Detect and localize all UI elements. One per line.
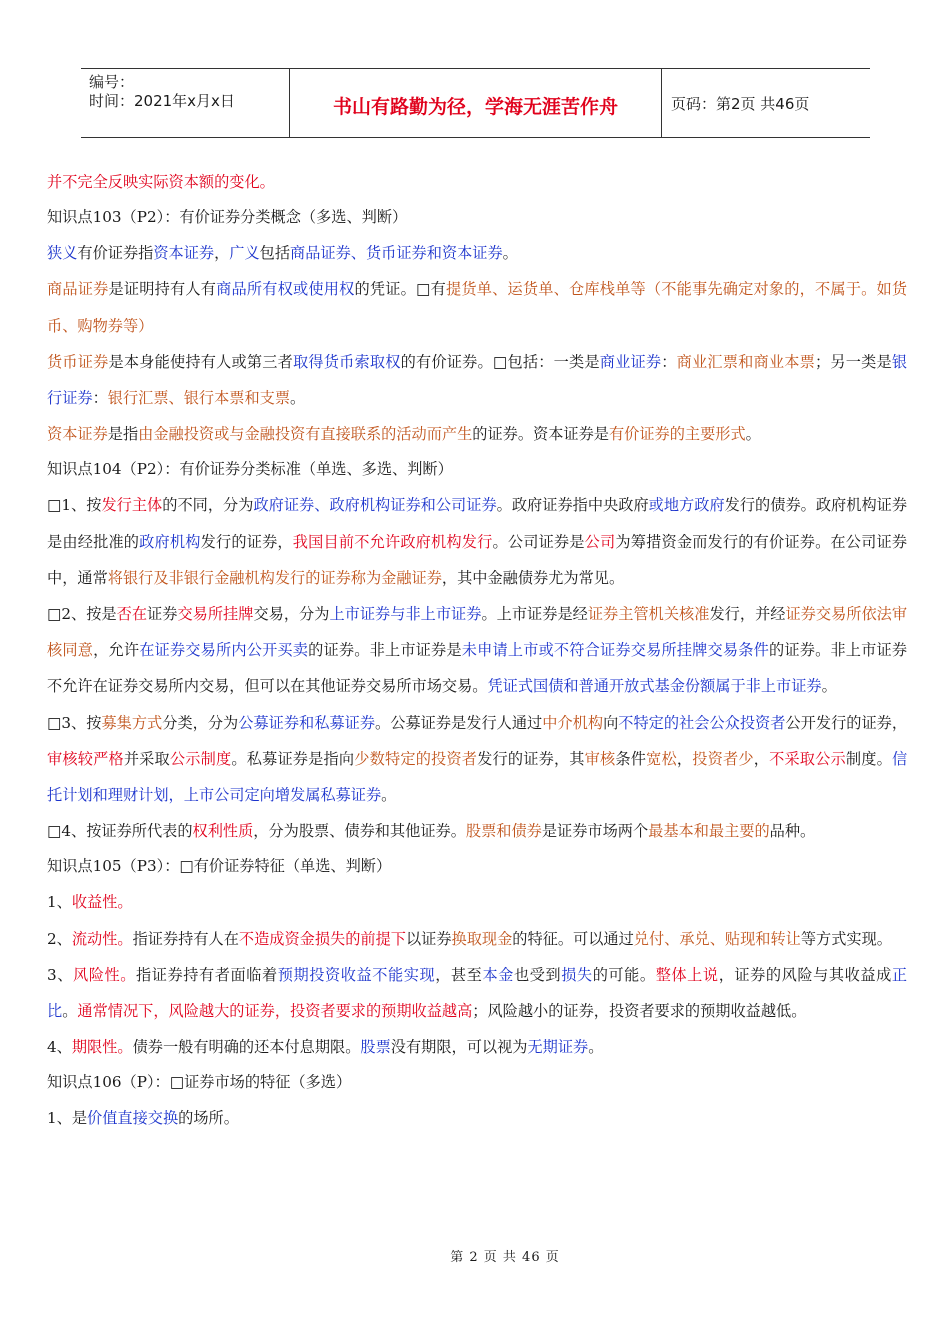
text-segment: ：: [92, 389, 108, 408]
text-segment: 条件: [615, 749, 647, 768]
text-segment: 的不同，分为: [162, 496, 254, 515]
text-segment: 的证券。资本证券是: [472, 425, 609, 444]
time-label: 时间：2021年x月x日: [89, 92, 235, 110]
text-segment: 知识点103（P2）：有价证券分类概念（多选、判断）: [47, 208, 408, 227]
text-segment: 。政府证券指中央政府: [496, 496, 649, 515]
text-segment: 知识点104（P2）：有价证券分类标准（单选、多选、判断）: [47, 460, 453, 479]
text-segment: 向: [603, 713, 619, 732]
text-segment: ，证券的风险与其收益成: [718, 965, 892, 984]
text-segment: 少数特定的投资者: [354, 749, 478, 768]
text-segment: 。公募证券是发行人通过: [375, 713, 543, 732]
text-segment: 最基本和最主要的: [648, 822, 770, 841]
text-segment: 并采取: [123, 749, 170, 768]
text-segment: ；风险越小的证券，投资者要求的预期收益越低。: [472, 1002, 807, 1021]
paragraph: [47, 416, 907, 452]
paragraph: [47, 884, 907, 920]
text-segment: 交易，分为: [253, 605, 330, 624]
text-segment: 是指: [107, 425, 139, 444]
text-segment: 政府证券、政府机构证券和公司证券: [253, 496, 497, 515]
text-segment: 债券一般有明确的还本付息期限。: [132, 1038, 361, 1057]
text-segment: 是本身能使持有人或第三者: [108, 352, 294, 371]
text-segment: 股票和债券: [465, 822, 542, 841]
text-segment: 我国目前不允许政府机构发行: [292, 532, 493, 551]
text-segment: 风险性。: [72, 965, 136, 984]
page-footer: 第 2 页 共 46 页: [450, 1250, 560, 1265]
text-segment: 制度。: [845, 749, 892, 768]
text-segment: 上市证券与非上市证券: [329, 605, 482, 624]
text-segment: □3、按: [47, 713, 102, 732]
text-segment: ，其中金融债券尤为常见。: [441, 568, 625, 587]
text-segment: □2、按是: [47, 605, 117, 624]
paragraph: [47, 344, 907, 416]
text-segment: 中介机构: [542, 713, 604, 732]
text-segment: ，分为股票、债券和其他证券。: [253, 822, 466, 841]
text-segment: 股票: [360, 1038, 391, 1057]
text-segment: 正比: [47, 965, 908, 1021]
text-segment: 是证券市场两个: [541, 822, 649, 841]
number-label: 编号：: [89, 73, 135, 91]
text-segment: 等方式实现。: [800, 929, 892, 948]
text-segment: 指证券持有者面临着: [135, 965, 278, 984]
text-segment: 。: [745, 425, 761, 444]
text-segment: 以证券: [405, 929, 452, 948]
text-segment: 宽松: [646, 749, 677, 768]
text-segment: 银行证券: [47, 352, 908, 408]
text-segment: 。: [821, 677, 837, 696]
text-segment: 发行的证券，其: [477, 749, 585, 768]
text-segment: 期限性。: [71, 1038, 133, 1057]
text-segment: 。上市证券是经: [481, 605, 588, 624]
text-segment: 的可能。: [592, 965, 656, 984]
text-segment: 的有价证券。□包括：一类是: [400, 352, 600, 371]
text-segment: ；另一类是: [815, 352, 892, 371]
text-segment: 银行汇票、银行本票和支票: [107, 389, 290, 408]
text-segment: 4、: [47, 1038, 72, 1057]
text-segment: 。: [290, 389, 306, 408]
text-segment: 3、: [47, 965, 73, 984]
text-segment: 。: [502, 244, 518, 263]
text-segment: 知识点106（P）：□证券市场的特征（多选）: [47, 1073, 352, 1092]
paragraph: [47, 705, 907, 814]
text-segment: 不采取公示: [769, 749, 846, 768]
text-segment: □4、按证券所代表的: [47, 822, 193, 841]
text-segment: ，: [214, 244, 230, 263]
text-segment: 发行主体: [101, 496, 163, 515]
text-segment: 。: [62, 1002, 78, 1021]
text-segment: 投资者少: [692, 749, 754, 768]
paragraph: [47, 849, 907, 884]
text-segment: 政府机构: [139, 532, 201, 551]
paragraph: [47, 235, 907, 271]
text-segment: 不特定的社会公众投资者: [618, 713, 786, 732]
paragraph: [47, 596, 907, 705]
paragraph: [47, 200, 907, 235]
text-segment: 商业汇票和商业本票: [676, 352, 816, 371]
text-segment: 公募证券和私募证券: [238, 713, 376, 732]
text-segment: 在证券交易所内公开买卖: [139, 641, 309, 660]
text-segment: 否在: [116, 605, 148, 624]
text-segment: ，: [676, 749, 693, 768]
text-segment: 知识点105（P3）：□有价证券特征（单选、判断）: [47, 857, 392, 876]
text-segment: 取得货币索取权: [293, 352, 401, 371]
header-meta: [81, 69, 290, 137]
text-segment: 预期投资收益不能实现: [277, 965, 436, 984]
text-segment: 有价证券的主要形式: [608, 425, 746, 444]
header-motto: 书山有路勤为径，学海无涯苦作舟: [290, 69, 662, 137]
text-segment: 信托计划和理财计划，上市公司定向增发属私募证券: [47, 749, 908, 805]
text-segment: 通常情况下，风险越大的证券，投资者要求的预期收益越高: [77, 1002, 473, 1021]
text-segment: 审核较严格: [47, 749, 124, 768]
text-segment: 的证券。非上市证券不允许在证券交易所内交易，但可以在其他证券交易所市场交易。: [47, 641, 908, 696]
text-segment: 品种。: [769, 822, 816, 841]
text-segment: ，甚至: [435, 965, 483, 984]
text-segment: 证券: [147, 605, 178, 624]
text-segment: 兑付、承兑、贴现和转让: [633, 929, 801, 948]
text-segment: 换取现金: [451, 929, 513, 948]
text-segment: 。公司证券是: [492, 532, 585, 551]
text-segment: 并不完全反映实际资本额的变化。: [47, 173, 275, 191]
text-segment: 指证券持有人在: [132, 929, 239, 948]
paragraph: [47, 957, 907, 1029]
text-segment: 损失: [561, 965, 593, 984]
text-segment: 2、: [47, 929, 72, 948]
text-segment: 整体上说: [655, 965, 719, 984]
paragraph: [47, 487, 907, 596]
text-segment: 收益性。: [71, 893, 133, 912]
text-segment: 或地方政府: [648, 496, 725, 515]
text-segment: 无期证券: [527, 1038, 589, 1057]
text-segment: 分类，分为: [162, 713, 239, 732]
text-segment: ，: [753, 749, 770, 768]
text-segment: 商品证券、货币证券和资本证券: [290, 244, 503, 263]
text-segment: 包括: [259, 244, 290, 263]
text-segment: 由金融投资或与金融投资有直接联系的活动而产生: [138, 425, 473, 444]
header-page-label: 页码：第2页 共46页: [671, 94, 810, 113]
text-segment: 提货单、运货单、仓库栈单等（不能事先确定对象的，不属于。如货币、购物券等）: [47, 280, 908, 335]
text-segment: 凭证式国债和普通开放式基金份额属于非上市证券: [487, 677, 822, 696]
text-segment: 没有期限，可以视为: [390, 1038, 528, 1057]
text-segment: 发行的债券。政府机构证券是由经批准的: [47, 496, 908, 551]
text-segment: 未申请上市或不符合证券交易所挂牌交易条件: [461, 641, 769, 660]
text-segment: 不造成资金损失的前提下: [238, 929, 406, 948]
page-header: [81, 68, 870, 138]
paragraph: [47, 921, 907, 957]
text-segment: 商品证券: [47, 280, 109, 299]
paragraph: [47, 271, 907, 343]
text-segment: ：: [661, 352, 677, 371]
text-segment: 的场所。: [178, 1109, 239, 1128]
text-segment: 公司: [584, 532, 616, 551]
text-segment: 广义: [229, 244, 260, 263]
text-segment: 狭义: [47, 244, 78, 263]
text-segment: 将银行及非银行金融机构发行的证券称为金融证券: [107, 568, 442, 587]
text-segment: 流动性。: [71, 929, 133, 948]
paragraph: [47, 1100, 907, 1136]
text-segment: 本金: [482, 965, 514, 984]
text-segment: 1、是: [47, 1109, 88, 1128]
text-segment: 公开发行的证券，: [785, 713, 908, 732]
text-segment: 也受到: [513, 965, 562, 984]
text-segment: 公示制度: [169, 749, 232, 768]
text-segment: 资本证券: [153, 244, 215, 263]
text-segment: 是证明持有人有: [108, 280, 217, 299]
text-segment: 证券交易所依法审核同意: [47, 605, 908, 660]
text-segment: 的凭证。□有: [354, 280, 446, 299]
paragraph: [47, 164, 907, 200]
text-segment: 。: [588, 1038, 604, 1057]
text-segment: 的特征。可以通过: [512, 929, 634, 948]
paragraph: [47, 1029, 907, 1065]
text-segment: 商品所有权或使用权: [216, 280, 355, 299]
text-segment: 。私募证券是指向: [231, 749, 355, 768]
text-segment: 1、: [47, 893, 72, 912]
text-segment: 价值直接交换: [87, 1109, 179, 1128]
text-segment: 证券主管机关核准: [587, 605, 710, 624]
text-segment: 资本证券: [47, 425, 108, 444]
text-segment: ，允许: [93, 641, 140, 660]
document-body: [47, 164, 907, 1137]
text-segment: 审核: [584, 749, 616, 768]
text-segment: 货币证券: [47, 352, 109, 371]
text-segment: 交易所挂牌: [177, 605, 254, 624]
text-segment: □1、按: [47, 496, 102, 515]
text-segment: 为筹措资金而发行的有价证券。在公司证券中，通常: [47, 532, 908, 587]
text-segment: 发行，并经: [709, 605, 786, 624]
text-segment: 募集方式: [101, 713, 163, 732]
text-segment: 有价证券指: [77, 244, 154, 263]
text-segment: 。: [381, 786, 397, 805]
text-segment: 发行的证券，: [200, 532, 293, 551]
text-segment: 权利性质: [192, 822, 254, 841]
text-segment: 商业证券: [599, 352, 662, 371]
paragraph: [47, 813, 907, 849]
paragraph: [47, 1065, 907, 1100]
text-segment: 的证券。非上市证券是: [308, 641, 462, 660]
paragraph: [47, 452, 907, 487]
